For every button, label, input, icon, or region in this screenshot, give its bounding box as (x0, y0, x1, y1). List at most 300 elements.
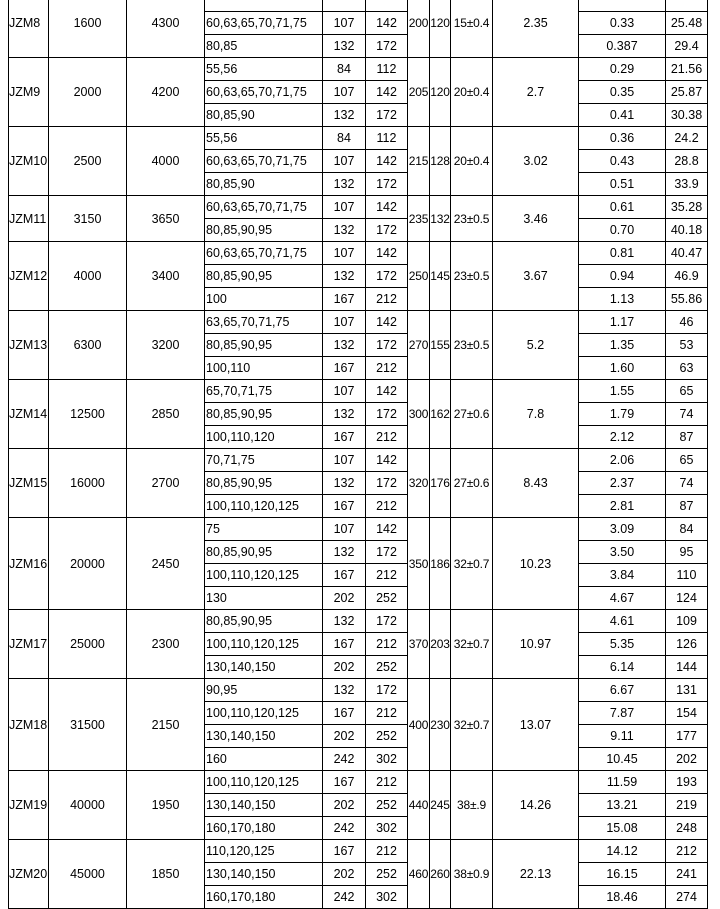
length-l1-cell: 167 (323, 426, 366, 449)
mass-cell: 124 (666, 587, 708, 610)
mass-cell: 87 (666, 495, 708, 518)
bore-cell: 100 (205, 288, 323, 311)
mass-cell: 74 (666, 472, 708, 495)
table-row (9, 610, 708, 633)
length-l1-cell: 167 (323, 357, 366, 380)
bore-cell: 80,85,90,95 (205, 610, 323, 633)
l-cell: 260 (430, 840, 451, 909)
bore-cell: 130,140,150 (205, 863, 323, 886)
speed-cell: 3200 (127, 311, 205, 380)
inertia-cell: 0.29 (579, 58, 666, 81)
length-l2-cell: 252 (366, 656, 408, 679)
length-l1-cell: 132 (323, 472, 366, 495)
length-l2-cell: 172 (366, 35, 408, 58)
length-l2-cell: 172 (366, 541, 408, 564)
mass-cell: 110 (666, 564, 708, 587)
bore-cell: 100,110,120,125 (205, 564, 323, 587)
length-l2-cell: 112 (366, 127, 408, 150)
d-cell: 250 (408, 242, 430, 311)
torque-cell: 20000 (49, 518, 127, 610)
bore-cell: 90,95 (205, 679, 323, 702)
d-cell: 270 (408, 311, 430, 380)
mass-cell: 21.56 (666, 58, 708, 81)
bore-cell: 70,71,75 (205, 449, 323, 472)
table-row (9, 242, 708, 265)
bore-cell: 110,120,125 (205, 840, 323, 863)
mass-cell (666, 0, 708, 12)
table-row (9, 0, 708, 12)
shaft-cell: 32±0.7 (451, 679, 493, 771)
length-l1-cell: 107 (323, 518, 366, 541)
length-l1-cell: 107 (323, 81, 366, 104)
table-row (9, 679, 708, 702)
shaft-cell: 27±0.6 (451, 449, 493, 518)
mass-cell: 202 (666, 748, 708, 771)
mass-cell: 212 (666, 840, 708, 863)
shaft-cell: 38±0.9 (451, 840, 493, 909)
mass-cell: 131 (666, 679, 708, 702)
inertia-cell: 2.12 (579, 426, 666, 449)
inertia-cell: 1.79 (579, 403, 666, 426)
inertia-cell: 2.37 (579, 472, 666, 495)
length-l1-cell: 202 (323, 794, 366, 817)
bore-cell: 60,63,65,70,71,75 (205, 150, 323, 173)
speed-cell: 4200 (127, 58, 205, 127)
model-cell: JZM10 (9, 127, 49, 196)
mass-cell: 126 (666, 633, 708, 656)
mass-cell: 193 (666, 771, 708, 794)
length-l2-cell: 112 (366, 58, 408, 81)
bore-cell: 160 (205, 748, 323, 771)
d-cell: 460 (408, 840, 430, 909)
length-l1-cell: 132 (323, 219, 366, 242)
inertia-cell: 1.35 (579, 334, 666, 357)
inertia-cell: 9.11 (579, 725, 666, 748)
model-cell: JZM17 (9, 610, 49, 679)
torque-cell: 16000 (49, 449, 127, 518)
l-cell: 145 (430, 242, 451, 311)
length-l1-cell: 242 (323, 817, 366, 840)
mass-cell: 274 (666, 886, 708, 909)
torque-cell: 45000 (49, 840, 127, 909)
torque-cell: 2000 (49, 58, 127, 127)
speed-cell: 1950 (127, 771, 205, 840)
length-l2-cell: 252 (366, 587, 408, 610)
weight-cell: 7.8 (493, 380, 579, 449)
inertia-cell: 13.21 (579, 794, 666, 817)
d-cell: 205 (408, 58, 430, 127)
torque-cell: 1600 (49, 0, 127, 58)
mass-cell: 84 (666, 518, 708, 541)
inertia-cell: 0.43 (579, 150, 666, 173)
length-l2-cell: 252 (366, 725, 408, 748)
length-l2-cell: 212 (366, 633, 408, 656)
d-cell: 320 (408, 449, 430, 518)
inertia-cell: 11.59 (579, 771, 666, 794)
mass-cell: 53 (666, 334, 708, 357)
length-l2-cell: 142 (366, 380, 408, 403)
inertia-cell: 18.46 (579, 886, 666, 909)
torque-cell: 4000 (49, 242, 127, 311)
speed-cell: 1850 (127, 840, 205, 909)
table-row (9, 311, 708, 334)
bore-cell: 60,63,65,70,71,75 (205, 196, 323, 219)
weight-cell: 14.26 (493, 771, 579, 840)
d-cell: 350 (408, 518, 430, 610)
weight-cell: 3.67 (493, 242, 579, 311)
l-cell: 128 (430, 127, 451, 196)
inertia-cell: 1.17 (579, 311, 666, 334)
bore-cell: 60,63,65,70,71,75 (205, 12, 323, 35)
length-l2-cell: 142 (366, 311, 408, 334)
length-l2-cell: 172 (366, 679, 408, 702)
length-l1-cell: 202 (323, 656, 366, 679)
inertia-cell: 15.08 (579, 817, 666, 840)
weight-cell: 8.43 (493, 449, 579, 518)
torque-cell: 12500 (49, 380, 127, 449)
length-l1-cell: 167 (323, 564, 366, 587)
table-row (9, 58, 708, 81)
model-cell: JZM9 (9, 58, 49, 127)
mass-cell: 40.18 (666, 219, 708, 242)
mass-cell: 87 (666, 426, 708, 449)
bore-cell: 80,85,90,95 (205, 334, 323, 357)
d-cell: 370 (408, 610, 430, 679)
length-l1-cell: 107 (323, 311, 366, 334)
bore-cell: 60,63,65,70,71,75 (205, 81, 323, 104)
d-cell: 200 (408, 0, 430, 58)
length-l2-cell: 142 (366, 81, 408, 104)
d-cell: 440 (408, 771, 430, 840)
bore-cell: 100,110,120 (205, 426, 323, 449)
length-l2-cell: 142 (366, 150, 408, 173)
mass-cell: 28.8 (666, 150, 708, 173)
mass-cell: 29.4 (666, 35, 708, 58)
length-l2-cell: 212 (366, 702, 408, 725)
length-l1-cell: 107 (323, 12, 366, 35)
length-l2-cell: 172 (366, 104, 408, 127)
bore-cell: 160,170,180 (205, 817, 323, 840)
weight-cell: 22.13 (493, 840, 579, 909)
speed-cell: 2850 (127, 380, 205, 449)
length-l2-cell: 302 (366, 817, 408, 840)
torque-cell: 6300 (49, 311, 127, 380)
inertia-cell: 0.51 (579, 173, 666, 196)
inertia-cell: 6.67 (579, 679, 666, 702)
speed-cell: 4000 (127, 127, 205, 196)
table-row (9, 127, 708, 150)
mass-cell: 177 (666, 725, 708, 748)
length-l1-cell: 132 (323, 403, 366, 426)
bore-cell: 100,110,120,125 (205, 771, 323, 794)
model-cell: JZM14 (9, 380, 49, 449)
length-l2-cell: 252 (366, 794, 408, 817)
mass-cell: 46.9 (666, 265, 708, 288)
table-row (9, 380, 708, 403)
model-cell: JZM12 (9, 242, 49, 311)
mass-cell: 35.28 (666, 196, 708, 219)
mass-cell: 74 (666, 403, 708, 426)
inertia-cell: 10.45 (579, 748, 666, 771)
length-l1-cell (323, 0, 366, 12)
inertia-cell: 1.60 (579, 357, 666, 380)
length-l2-cell: 172 (366, 334, 408, 357)
bore-cell: 80,85,90,95 (205, 541, 323, 564)
length-l2-cell: 212 (366, 495, 408, 518)
length-l1-cell: 202 (323, 863, 366, 886)
d-cell: 300 (408, 380, 430, 449)
weight-cell: 2.35 (493, 0, 579, 58)
torque-cell: 3150 (49, 196, 127, 242)
length-l1-cell: 107 (323, 242, 366, 265)
length-l1-cell: 132 (323, 173, 366, 196)
shaft-cell: 23±0.5 (451, 196, 493, 242)
torque-cell: 2500 (49, 127, 127, 196)
table-row (9, 518, 708, 541)
inertia-cell: 2.06 (579, 449, 666, 472)
bore-cell: 63,65,70,71,75 (205, 311, 323, 334)
weight-cell: 3.46 (493, 196, 579, 242)
inertia-cell: 6.14 (579, 656, 666, 679)
length-l1-cell: 132 (323, 35, 366, 58)
model-cell: JZM15 (9, 449, 49, 518)
bore-cell: 55,56 (205, 58, 323, 81)
inertia-cell: 5.35 (579, 633, 666, 656)
length-l1-cell: 107 (323, 196, 366, 219)
bore-cell: 80,85,90,95 (205, 265, 323, 288)
length-l1-cell: 167 (323, 288, 366, 311)
shaft-cell: 23±0.5 (451, 242, 493, 311)
inertia-cell: 1.55 (579, 380, 666, 403)
length-l2-cell: 142 (366, 518, 408, 541)
weight-cell: 5.2 (493, 311, 579, 380)
inertia-cell: 16.15 (579, 863, 666, 886)
bore-cell: 60,63,65,70,71,75 (205, 242, 323, 265)
weight-cell: 3.02 (493, 127, 579, 196)
table-row (9, 196, 708, 219)
shaft-cell: 20±0.4 (451, 58, 493, 127)
mass-cell: 55.86 (666, 288, 708, 311)
inertia-cell: 2.81 (579, 495, 666, 518)
length-l2-cell: 172 (366, 403, 408, 426)
length-l1-cell: 84 (323, 127, 366, 150)
mass-cell: 25.87 (666, 81, 708, 104)
length-l2-cell: 142 (366, 242, 408, 265)
bore-cell: 80,85,90 (205, 173, 323, 196)
speed-cell: 3650 (127, 196, 205, 242)
speed-cell: 2300 (127, 610, 205, 679)
coupling-spec-table (8, 0, 708, 909)
inertia-cell: 3.84 (579, 564, 666, 587)
model-cell: JZM11 (9, 196, 49, 242)
torque-cell: 40000 (49, 771, 127, 840)
l-cell: 162 (430, 380, 451, 449)
l-cell: 120 (430, 58, 451, 127)
speed-cell: 2450 (127, 518, 205, 610)
speed-cell: 2150 (127, 679, 205, 771)
inertia-cell: 0.61 (579, 196, 666, 219)
length-l2-cell: 142 (366, 12, 408, 35)
inertia-cell: 0.33 (579, 12, 666, 35)
l-cell: 176 (430, 449, 451, 518)
model-cell: JZM19 (9, 771, 49, 840)
bore-cell: 130,140,150 (205, 656, 323, 679)
spec-table-body (9, 0, 708, 909)
speed-cell: 2700 (127, 449, 205, 518)
l-cell: 245 (430, 771, 451, 840)
inertia-cell: 0.70 (579, 219, 666, 242)
mass-cell: 63 (666, 357, 708, 380)
mass-cell: 40.47 (666, 242, 708, 265)
inertia-cell: 0.387 (579, 35, 666, 58)
length-l1-cell: 132 (323, 334, 366, 357)
inertia-cell: 3.50 (579, 541, 666, 564)
inertia-cell: 4.67 (579, 587, 666, 610)
bore-cell: 75 (205, 518, 323, 541)
table-row (9, 771, 708, 794)
length-l2-cell: 212 (366, 771, 408, 794)
weight-cell: 2.7 (493, 58, 579, 127)
mass-cell: 154 (666, 702, 708, 725)
l-cell: 155 (430, 311, 451, 380)
d-cell: 235 (408, 196, 430, 242)
shaft-cell: 23±0.5 (451, 311, 493, 380)
mass-cell: 241 (666, 863, 708, 886)
length-l2-cell: 172 (366, 265, 408, 288)
bore-cell: 65,70,71,75 (205, 380, 323, 403)
bore-cell: 160,170,180 (205, 886, 323, 909)
inertia-cell: 0.94 (579, 265, 666, 288)
mass-cell: 33.9 (666, 173, 708, 196)
length-l1-cell: 132 (323, 265, 366, 288)
length-l2-cell: 172 (366, 610, 408, 633)
mass-cell: 144 (666, 656, 708, 679)
inertia-cell: 14.12 (579, 840, 666, 863)
mass-cell: 109 (666, 610, 708, 633)
d-cell: 400 (408, 679, 430, 771)
model-cell: JZM18 (9, 679, 49, 771)
mass-cell: 46 (666, 311, 708, 334)
length-l2-cell: 212 (366, 357, 408, 380)
length-l1-cell: 167 (323, 633, 366, 656)
length-l1-cell: 107 (323, 150, 366, 173)
length-l1-cell: 202 (323, 587, 366, 610)
length-l1-cell: 167 (323, 702, 366, 725)
l-cell: 203 (430, 610, 451, 679)
length-l1-cell: 167 (323, 495, 366, 518)
bore-cell: 80,85,90 (205, 104, 323, 127)
bore-cell: 130,140,150 (205, 725, 323, 748)
model-cell: JZM13 (9, 311, 49, 380)
length-l2-cell: 142 (366, 449, 408, 472)
shaft-cell: 38±.9 (451, 771, 493, 840)
length-l2-cell: 212 (366, 288, 408, 311)
shaft-cell: 32±0.7 (451, 518, 493, 610)
d-cell: 215 (408, 127, 430, 196)
torque-cell: 31500 (49, 679, 127, 771)
length-l2-cell: 252 (366, 863, 408, 886)
inertia-cell: 0.35 (579, 81, 666, 104)
bore-cell: 100,110,120,125 (205, 495, 323, 518)
bore-cell: 55,56 (205, 127, 323, 150)
weight-cell: 10.23 (493, 518, 579, 610)
bore-cell (205, 0, 323, 12)
length-l1-cell: 107 (323, 449, 366, 472)
length-l1-cell: 167 (323, 771, 366, 794)
mass-cell: 65 (666, 380, 708, 403)
length-l1-cell: 202 (323, 725, 366, 748)
shaft-cell: 27±0.6 (451, 380, 493, 449)
length-l1-cell: 84 (323, 58, 366, 81)
bore-cell: 100,110,120,125 (205, 702, 323, 725)
speed-cell: 3400 (127, 242, 205, 311)
inertia-cell: 0.41 (579, 104, 666, 127)
inertia-cell: 4.61 (579, 610, 666, 633)
length-l2-cell: 142 (366, 196, 408, 219)
bore-cell: 100,110 (205, 357, 323, 380)
mass-cell: 65 (666, 449, 708, 472)
bore-cell: 80,85,90,95 (205, 403, 323, 426)
length-l1-cell: 132 (323, 610, 366, 633)
inertia-cell: 0.81 (579, 242, 666, 265)
length-l2-cell: 302 (366, 886, 408, 909)
weight-cell: 13.07 (493, 679, 579, 771)
model-cell: JZM16 (9, 518, 49, 610)
inertia-cell: 3.09 (579, 518, 666, 541)
l-cell: 230 (430, 679, 451, 771)
bore-cell: 130 (205, 587, 323, 610)
table-row (9, 840, 708, 863)
length-l1-cell: 167 (323, 840, 366, 863)
inertia-cell: 7.87 (579, 702, 666, 725)
weight-cell: 10.97 (493, 610, 579, 679)
length-l2-cell: 212 (366, 564, 408, 587)
inertia-cell: 0.36 (579, 127, 666, 150)
shaft-cell: 20±0.4 (451, 127, 493, 196)
mass-cell: 95 (666, 541, 708, 564)
length-l2-cell: 212 (366, 840, 408, 863)
mass-cell: 30.38 (666, 104, 708, 127)
length-l1-cell: 242 (323, 886, 366, 909)
mass-cell: 219 (666, 794, 708, 817)
length-l1-cell: 132 (323, 104, 366, 127)
length-l2-cell: 172 (366, 472, 408, 495)
length-l1-cell: 242 (323, 748, 366, 771)
mass-cell: 25.48 (666, 12, 708, 35)
length-l1-cell: 132 (323, 541, 366, 564)
length-l1-cell: 107 (323, 380, 366, 403)
bore-cell: 130,140,150 (205, 794, 323, 817)
length-l2-cell: 172 (366, 173, 408, 196)
speed-cell: 4300 (127, 0, 205, 58)
length-l2-cell (366, 0, 408, 12)
bore-cell: 100,110,120,125 (205, 633, 323, 656)
l-cell: 186 (430, 518, 451, 610)
mass-cell: 248 (666, 817, 708, 840)
model-cell: JZM20 (9, 840, 49, 909)
shaft-cell: 32±0.7 (451, 610, 493, 679)
model-cell: JZM8 (9, 0, 49, 58)
bore-cell: 80,85,90,95 (205, 472, 323, 495)
length-l1-cell: 132 (323, 679, 366, 702)
bore-cell: 80,85,90,95 (205, 219, 323, 242)
mass-cell: 24.2 (666, 127, 708, 150)
length-l2-cell: 212 (366, 426, 408, 449)
torque-cell: 25000 (49, 610, 127, 679)
table-row (9, 449, 708, 472)
length-l2-cell: 302 (366, 748, 408, 771)
bore-cell: 80,85 (205, 35, 323, 58)
